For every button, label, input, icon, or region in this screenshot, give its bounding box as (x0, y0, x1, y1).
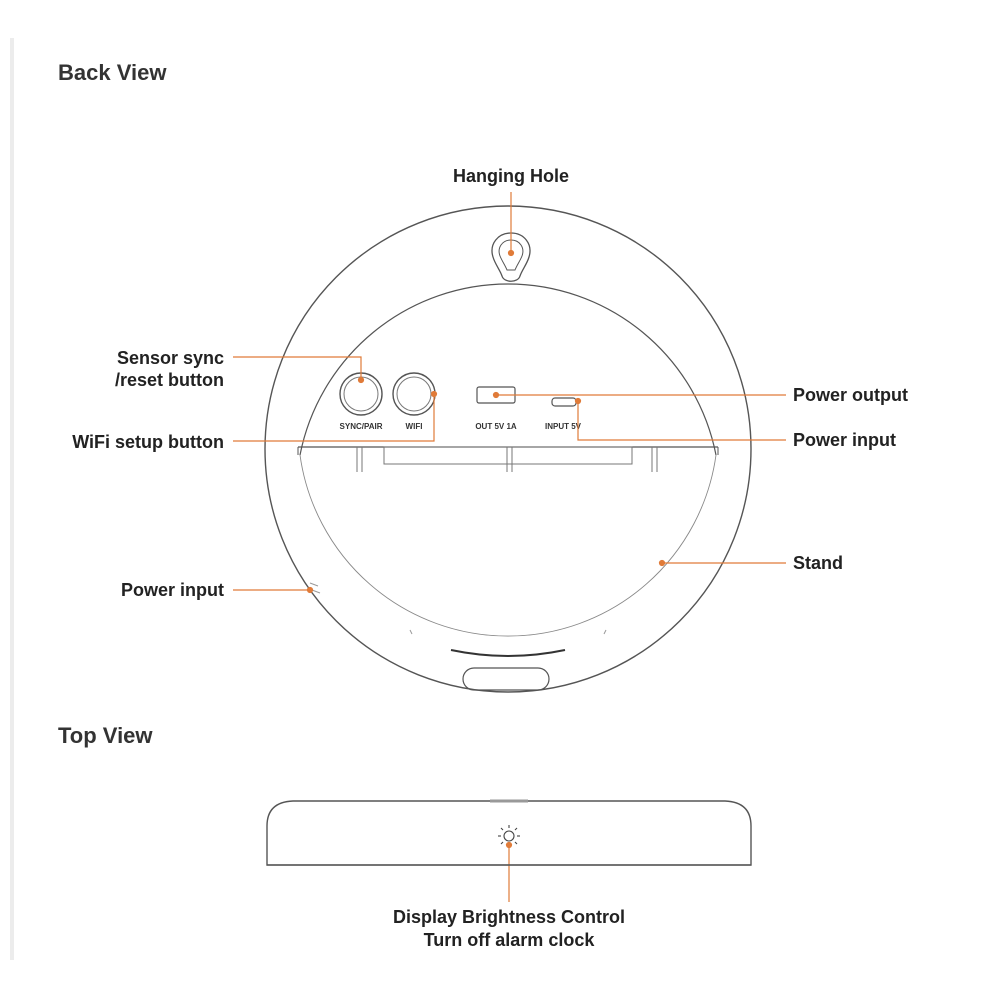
wifi-panel-label: WIFI (405, 422, 423, 431)
sensor-sync-label-line2: /reset button (114, 370, 224, 390)
brightness-label-line1: Display Brightness Control (392, 907, 626, 927)
micro-usb-in-port (552, 398, 576, 406)
brightness-label-line2: Turn off alarm clock (423, 930, 595, 950)
sun-icon[interactable] (498, 825, 520, 844)
sync-pair-panel-label: SYNC/PAIR (339, 422, 383, 431)
out-port-panel-label: OUT 5V 1A (475, 422, 517, 431)
stand-base-slot (463, 668, 549, 690)
wifi-button[interactable] (393, 373, 435, 415)
callout-lines (233, 192, 786, 902)
sensor-sync-label-line1: Sensor sync (116, 348, 224, 368)
stand-inner-arc (300, 455, 716, 636)
back-view-title: Back View (58, 60, 167, 85)
power-input-right-label: Power input (793, 430, 896, 450)
clock-outer-ring (265, 206, 751, 692)
wifi-setup-label: WiFi setup button (72, 432, 224, 452)
input-port-panel-label: INPUT 5V (544, 422, 582, 431)
power-input-left-label: Power input (121, 580, 224, 600)
stand-label: Stand (793, 553, 844, 573)
power-output-label: Power output (793, 385, 908, 405)
top-view-title: Top View (58, 723, 153, 748)
hanging-hole-label: Hanging Hole (453, 166, 569, 186)
stand-slot (384, 447, 632, 464)
